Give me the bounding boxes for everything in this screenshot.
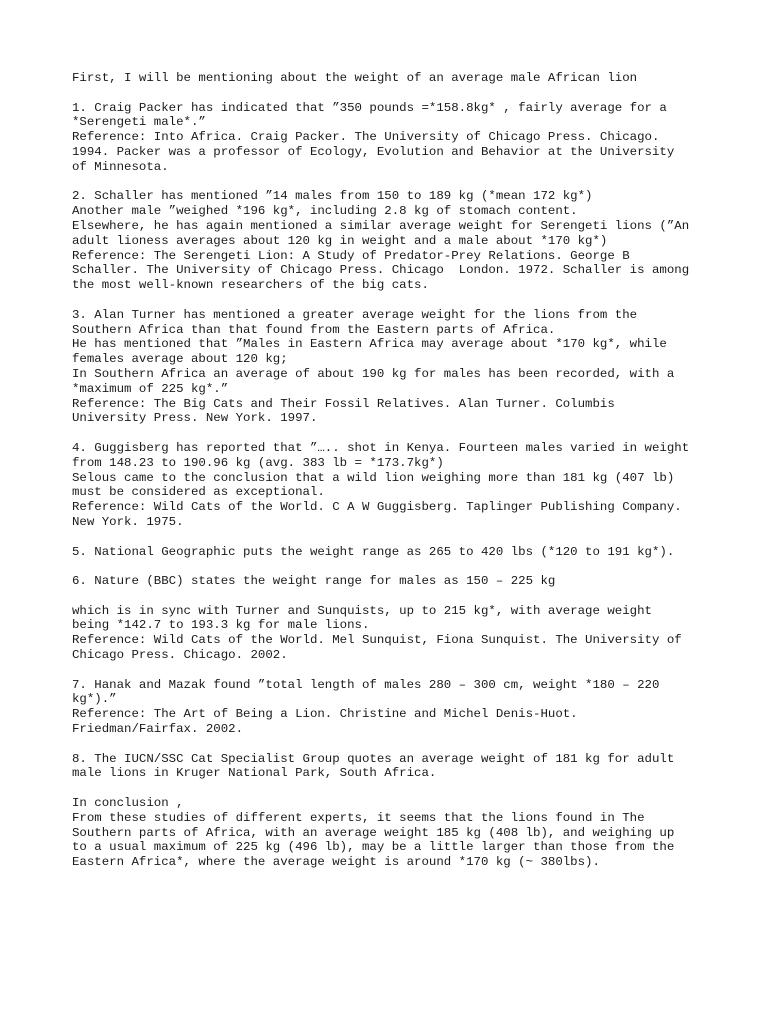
- text-line: 6. Nature (BBC) states the weight range for males as 150 – 225 kg: [72, 574, 556, 589]
- text-line: He has mentioned that ”Males in Eastern Africa may average about *170 kg*, while: [72, 337, 667, 352]
- text-line: Reference: The Serengeti Lion: A Study of Predator-Prey Relations. George B: [72, 248, 630, 263]
- text-line: Reference: The Big Cats and Their Fossil Relatives. Alan Turner. Columbis: [72, 396, 615, 411]
- source-7-paragraph: [72, 678, 712, 737]
- text-line: which is in sync with Turner and Sunquists, up to 215 kg*, with average weight: [72, 603, 652, 618]
- text-line: Reference: Wild Cats of the World. Mel Sunquist, Fiona Sunquist. The University of: [72, 633, 682, 648]
- text-line: University Press. New York. 1997.: [72, 411, 318, 426]
- text-line: 7. Hanak and Mazak found ”total length of males 280 – 300 cm, weight *180 – 220: [72, 677, 660, 692]
- text-line: adult lioness averages about 120 kg in weight and a male about *170 kg*): [72, 233, 608, 248]
- text-line: Southern Africa than that found from the Eastern parts of Africa.: [72, 322, 556, 337]
- text-line: Elsewhere, he has again mentioned a similar average weight for Serengeti lions (”An: [72, 218, 690, 233]
- source-5-paragraph: [72, 545, 712, 560]
- text-line: Selous came to the conclusion that a wild lion weighing more than 181 kg (407 lb): [72, 470, 675, 485]
- text-line: 3. Alan Turner has mentioned a greater average weight for the lions from the: [72, 307, 638, 322]
- text-line: from 148.23 to 190.96 kg (avg. 383 lb = *173.7kg*): [72, 455, 444, 470]
- text-line: In Southern Africa an average of about 190 kg for males has been recorded, with a: [72, 366, 675, 381]
- source-6-continuation-paragraph: [72, 604, 712, 663]
- intro-paragraph: [72, 71, 712, 86]
- text-line: kg*).”: [72, 692, 117, 707]
- source-8-paragraph: [72, 752, 712, 782]
- text-line: 1994. Packer was a professor of Ecology, Evolution and Behavior at the University: [72, 144, 675, 159]
- text-line: 8. The IUCN/SSC Cat Specialist Group quotes an average weight of 181 kg for adult: [72, 751, 675, 766]
- text-line: New York. 1975.: [72, 514, 184, 529]
- text-line: being *142.7 to 193.3 kg for male lions.: [72, 618, 370, 633]
- text-line: 1. Craig Packer has indicated that ”350 pounds =*158.8kg* , fairly average for a: [72, 100, 667, 115]
- text-line: must be considered as exceptional.: [72, 485, 325, 500]
- text-line: Schaller. The University of Chicago Press. Chicago London. 1972. Schaller is among: [72, 263, 690, 278]
- text-line: Eastern Africa*, where the average weight is around *170 kg (~ 380lbs).: [72, 855, 600, 870]
- source-2-paragraph: [72, 189, 712, 293]
- document-body: [72, 71, 712, 885]
- conclusion-paragraph: [72, 796, 712, 870]
- text-line: Chicago Press. Chicago. 2002.: [72, 648, 288, 663]
- text-line: *maximum of 225 kg*.”: [72, 381, 229, 396]
- text-line: Reference: Wild Cats of the World. C A W Guggisberg. Taplinger Publishing Company.: [72, 500, 682, 515]
- text-line: of Minnesota.: [72, 159, 169, 174]
- text-line: First, I will be mentioning about the weight of an average male African lion: [72, 71, 638, 85]
- source-1-paragraph: [72, 101, 712, 175]
- text-line: Southern parts of Africa, with an average weight 185 kg (408 lb), and weighing up: [72, 825, 675, 840]
- text-line: From these studies of different experts, it seems that the lions found in The: [72, 810, 645, 825]
- text-line: 4. Guggisberg has reported that ”….. shot in Kenya. Fourteen males varied in weight: [72, 440, 690, 455]
- text-line: Reference: The Art of Being a Lion. Christine and Michel Denis-Huot.: [72, 707, 578, 722]
- source-4-paragraph: [72, 441, 712, 530]
- text-line: the most well-known researchers of the big cats.: [72, 278, 429, 293]
- text-line: Friedman/Fairfax. 2002.: [72, 722, 244, 737]
- text-line: females average about 120 kg;: [72, 352, 288, 367]
- text-line: to a usual maximum of 225 kg (496 lb), may be a little larger than those from the: [72, 840, 675, 855]
- text-line: male lions in Kruger National Park, South Africa.: [72, 766, 437, 781]
- source-6-paragraph: [72, 574, 712, 589]
- text-line: In conclusion ,: [72, 796, 184, 811]
- text-line: *Serengeti male*.”: [72, 115, 206, 130]
- text-line: 2. Schaller has mentioned ”14 males from 150 to 189 kg (*mean 172 kg*): [72, 189, 593, 204]
- text-line: 5. National Geographic puts the weight range as 265 to 420 lbs (*120 to 191 kg*).: [72, 544, 675, 559]
- source-3-paragraph: [72, 308, 712, 426]
- text-line: Another male ”weighed *196 kg*, including 2.8 kg of stomach content.: [72, 204, 578, 219]
- text-line: Reference: Into Africa. Craig Packer. The University of Chicago Press. Chicago.: [72, 130, 660, 145]
